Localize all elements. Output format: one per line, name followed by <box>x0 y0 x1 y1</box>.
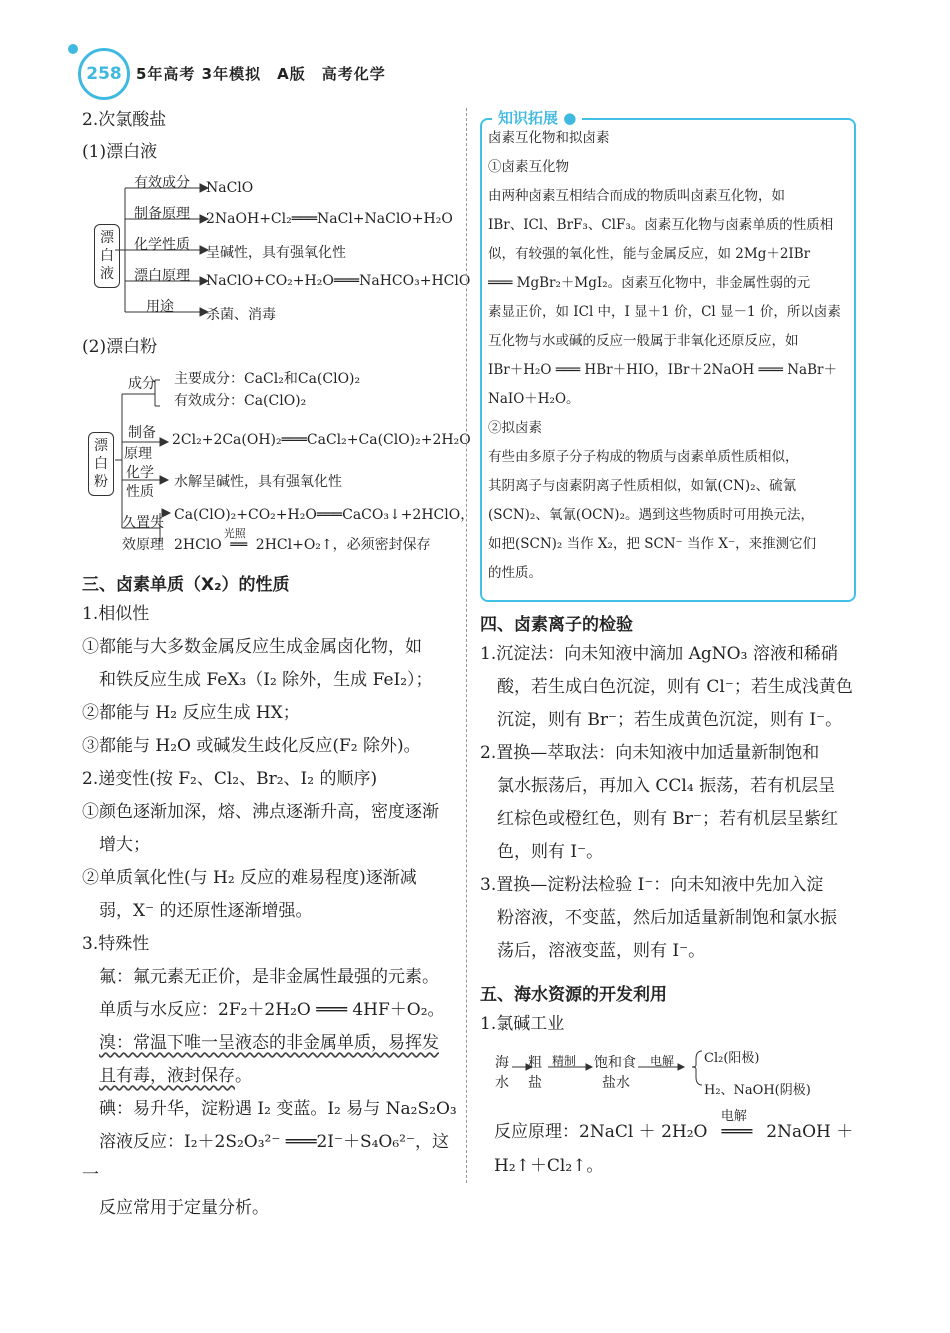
flow-product-cathode: H₂、NaOH(阴极) <box>704 1083 811 1098</box>
bp-value-1b: 有效成分：Ca(ClO)₂ <box>174 393 307 409</box>
flow-refine-label: 精制 <box>552 1054 577 1068</box>
bleach-liquid-title: (1)漂白液 <box>82 142 158 162</box>
bleach-powder-title: (2)漂白粉 <box>82 337 158 357</box>
bp-branch-1: 成分 <box>128 376 156 392</box>
reaction-principle-line2: H₂↑＋Cl₂↑。 <box>494 1156 604 1176</box>
bleach-liquid-root: 漂白液 <box>94 224 120 288</box>
bl-value-2: 2NaOH+Cl₂═══NaCl+NaClO+H₂O <box>206 211 453 227</box>
flow-electrolysis-label: 电解 <box>650 1054 675 1068</box>
bl-value-4: NaClO+CO₂+H₂O═══NaHCO₃+HClO <box>206 273 471 289</box>
bp-branch-3a: 化学 <box>126 465 154 481</box>
bl-branch-1: 有效成分 <box>134 175 190 191</box>
bp-branch-3b: 性质 <box>126 484 154 500</box>
bl-branch-4: 漂白原理 <box>134 268 190 284</box>
header-decoration-dot <box>68 44 78 54</box>
bl-value-5: 杀菌、消毒 <box>206 307 276 323</box>
flow-seawater-2: 水 <box>495 1075 509 1091</box>
halogen-properties-text: 1.相似性 ①都能与大多数金属反应生成金属卤化物，如 和铁反应生成 FeX₃（I₂ 除外，生成 FeI₂）； ②都能与 H₂ 反应生成 HX； ③都能与 H₂O 或碱发生歧化反应(F₂ 除外)。 2.递变性(按 F₂、Cl₂、Br₂、I₂ 的顺序) ①颜色逐渐加深，熔、沸点逐渐升高，密度逐渐 增大； ②单质氧化性(与 H₂ 反应的难易程度)逐渐减 弱，X⁻ 的还原性逐渐增强。 3.特殊性 氟：氟元素无正价，是非金属性最强的元素。 单质与水反应：2F₂＋2H₂O ═══ 4HF＋O₂。 溴：常温下唯一呈液态的非金属单质，易挥发 且有毒，液封保存。 碘：易升华，淀粉遇 I₂ 变蓝。I₂ 易与 Na₂S₂O₃ 溶液反应：I₂＋2S₂O₃²⁻ ═══2I⁻＋S₄O₆²⁻，这一 反应常用于定量分析。 <box>82 604 457 1218</box>
knowledge-extension-tag: 知识拓展 ● <box>492 107 582 128</box>
section-3-title: 三、卤素单质（X₂）的性质 <box>82 575 290 595</box>
halide-test-text: 1.沉淀法：向未知液中滴加 AgNO₃ 溶液和稀硝 酸，若生成白色沉淀，则有 Cl⁻；若生成浅黄色 沉淀，则有 Br⁻；若生成黄色沉淀，则有 I⁻。 2.置换—萃取法：向未知液中加适量新制饱和 氯水振荡后，再加入 CCl₄ 振荡，若有机层呈 红棕色或橙红色，则有 Br⁻；若有机层呈紫红 色，则有 I⁻。 3.置换—淀粉法检验 I⁻：向未知液中先加入淀 粉溶液，不变蓝，然后加适量新制饱和氯水振 荡后，溶液变蓝，则有 I⁻。 <box>480 644 853 961</box>
bp-branch-4b: 效原理 <box>122 537 164 553</box>
bl-value-3: 呈碱性，具有强氧化性 <box>206 245 346 261</box>
bl-branch-3: 化学性质 <box>134 237 190 253</box>
book-title: 5年高考 3年模拟 A版 高考化学 <box>136 65 386 83</box>
bl-branch-5: 用途 <box>146 299 174 315</box>
knowledge-extension-text: 卤素互化物和拟卤素 ①卤素互化物 由两种卤素互相结合而成的物质叫卤素互化物，如 IBr、ICl、BrF₃、ClF₃。卤素互化物与卤素单质的性质相 似，有较强的氧化性，能与金属反应，如 2Mg＋2IBr ═══ MgBr₂＋MgI₂。卤素互化物中，非金属性弱的元 素显正价，如 ICl 中，I 显＋1 价，Cl 显－1 价，所以卤素 互化物与水或碱的反应一般属于非氧化还原反应，如 IBr＋H₂O ═══ HBr＋HIO，IBr＋2NaOH ═══ NaBr＋ NaIO＋H₂O。 ②拟卤素 有些由多原子分子构成的物质与卤素单质性质相似， 其阴离子与卤素阴离子性质相似，如氰(CN)₂、硫氰 (SCN)₂、氧氰(OCN)₂。遇到这些物质时可用换元法， 如把(SCN)₂ 当作 X₂，把 SCN⁻ 当作 X⁻，来推测它们 的性质。 <box>488 130 841 581</box>
bl-branch-2: 制备原理 <box>134 206 190 222</box>
flow-crude-salt-2: 盐 <box>528 1075 542 1091</box>
flow-brine-2: 盐水 <box>602 1075 630 1091</box>
column-divider <box>466 108 467 1183</box>
bp-value-3: 水解呈碱性，具有强氧化性 <box>174 474 342 490</box>
bp-value-1a: 主要成分：CaCl₂和Ca(ClO)₂ <box>174 371 361 387</box>
bp-value-4a: Ca(ClO)₂+CO₂+H₂O═══CaCO₃↓+2HClO， <box>174 507 475 523</box>
reaction-principle: 反应原理：2NaCl ＋ 2H₂O 电解 ═══ 2NaOH ＋ <box>494 1109 854 1142</box>
flow-product-anode: Cl₂(阳极) <box>704 1051 760 1066</box>
bromine-note: 溴：常温下唯一呈液态的非金属单质，易挥发 <box>99 1033 439 1053</box>
flow-seawater-1: 海 <box>495 1055 509 1071</box>
section-5-title: 五、海水资源的开发利用 <box>480 985 667 1005</box>
section-hypochlorite: 2.次氯酸盐 <box>82 110 167 130</box>
bp-branch-2b: 原理 <box>124 446 152 462</box>
bp-branch-2a: 制备 <box>128 425 156 441</box>
page-number: 258 <box>78 48 130 100</box>
bl-value-1: NaClO <box>206 180 254 196</box>
flow-crude-salt-1: 粗 <box>528 1055 542 1071</box>
bp-branch-4a: 久置失 <box>122 515 164 531</box>
chlor-alkali-title: 1.氯碱工业 <box>480 1014 565 1034</box>
flow-brine-1: 饱和食 <box>594 1055 636 1071</box>
bleach-powder-root: 漂白粉 <box>88 432 114 496</box>
bp-value-4b: 2HClO 光照 ══ 2HCl+O₂↑，必须密封保存 <box>174 527 431 553</box>
bp-value-2: 2Cl₂+2Ca(OH)₂═══CaCl₂+Ca(ClO)₂+2H₂O <box>172 432 471 448</box>
section-4-title: 四、卤素离子的检验 <box>480 615 633 635</box>
